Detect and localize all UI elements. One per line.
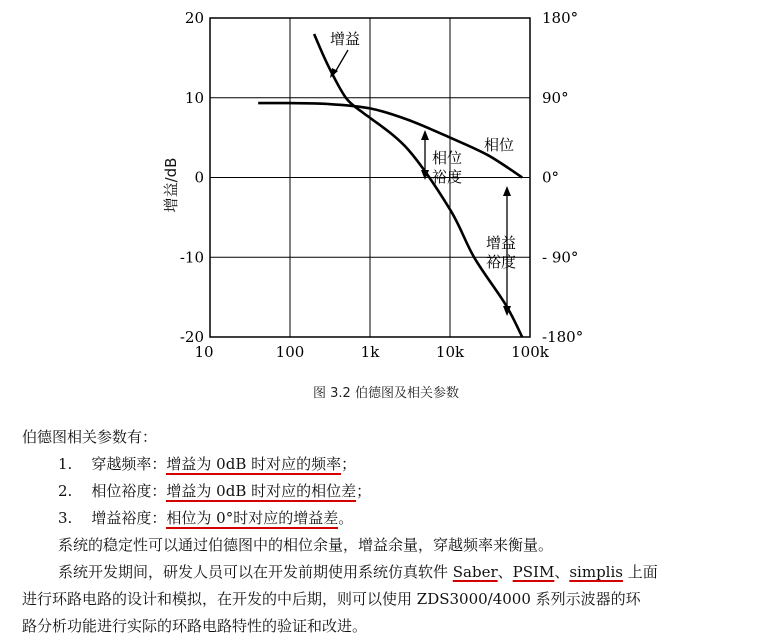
y-tick-label-left: -20 bbox=[179, 328, 204, 346]
list-item-1 bbox=[58, 453, 356, 475]
list-item-desc: 增益为 0dB 时对应的相位差 bbox=[166, 482, 357, 500]
y-tick-label-left: 10 bbox=[184, 88, 204, 107]
separator: 、 bbox=[554, 563, 570, 581]
x-tick-label: 10 bbox=[194, 343, 214, 361]
psim-term: PSIM bbox=[512, 563, 555, 581]
list-item-desc: 相位为 0°时对应的增益差 bbox=[166, 509, 339, 527]
y-axis-label: 增益/dB bbox=[162, 157, 180, 213]
y-tick-label-left: -10 bbox=[179, 248, 204, 267]
intro-text: 伯德图相关参数有： bbox=[22, 428, 158, 446]
gain-curve-label: 增益 bbox=[330, 30, 361, 48]
x-tick-label: 100k bbox=[511, 343, 549, 361]
list-item-2 bbox=[58, 480, 371, 502]
paragraph-2 bbox=[58, 561, 658, 583]
y-tick-label-right: - 90° bbox=[542, 248, 579, 267]
list-item-num: 1. bbox=[58, 455, 73, 473]
y-tick-label-right: 90° bbox=[542, 88, 569, 107]
gain-margin-arrowhead-top bbox=[503, 186, 511, 196]
y-tick-label-left: 0 bbox=[194, 168, 204, 187]
list-item-label: 穿越频率： bbox=[91, 455, 167, 473]
phase-curve bbox=[258, 103, 522, 177]
simplis-term: simplis bbox=[569, 563, 623, 581]
phase-margin-label-1: 相位 bbox=[432, 149, 463, 167]
x-tick-label: 1k bbox=[360, 343, 380, 361]
list-item-desc: 增益为 0dB 时对应的频率 bbox=[166, 455, 342, 473]
paragraph-4: 路分析功能进行实际的环路电路特性的验证和改进。 bbox=[22, 617, 368, 635]
phase-margin-label-2: 裕度 bbox=[432, 168, 463, 186]
list-item-3 bbox=[58, 507, 353, 529]
list-item-label: 增益裕度： bbox=[91, 509, 167, 527]
list-item-num: 2. bbox=[58, 482, 73, 500]
list-item-end: ； bbox=[356, 482, 372, 500]
list-item-label: 相位裕度： bbox=[91, 482, 167, 500]
y-tick-label-right: 180° bbox=[542, 9, 579, 27]
gain-margin-label-1: 增益 bbox=[486, 234, 517, 252]
grid bbox=[210, 18, 530, 337]
para2-text-b: 上面 bbox=[622, 563, 658, 581]
list-item-end: ； bbox=[341, 455, 357, 473]
y-tick-label-left: 20 bbox=[184, 9, 204, 27]
list-item-end: 。 bbox=[338, 509, 354, 527]
x-tick-label: 100 bbox=[275, 343, 305, 361]
phase-curve-label: 相位 bbox=[484, 136, 515, 154]
saber-term: Saber bbox=[452, 563, 498, 581]
separator: 、 bbox=[497, 563, 513, 581]
gain-margin-label-2: 裕度 bbox=[486, 253, 517, 271]
paragraph-1: 系统的稳定性可以通过伯德图中的相位余量，增益余量，穿越频率来衡量。 bbox=[58, 536, 554, 554]
paragraph-3: 进行环路电路的设计和模拟，在开发的中后期，则可以使用 ZDS3000/4000 系列示波器的环 bbox=[22, 590, 641, 608]
para2-text-a: 系统开发期间，研发人员可以在开发前期使用系统仿真软件 bbox=[58, 563, 453, 581]
phase-margin-arrowhead-top bbox=[421, 130, 429, 140]
y-tick-label-right: -180° bbox=[542, 328, 584, 346]
x-tick-label: 10k bbox=[435, 343, 465, 361]
figure-caption: 图 3.2 伯德图及相关参数 bbox=[313, 386, 459, 401]
list-item-num: 3. bbox=[58, 509, 73, 527]
y-tick-label-right: 0° bbox=[542, 168, 560, 187]
